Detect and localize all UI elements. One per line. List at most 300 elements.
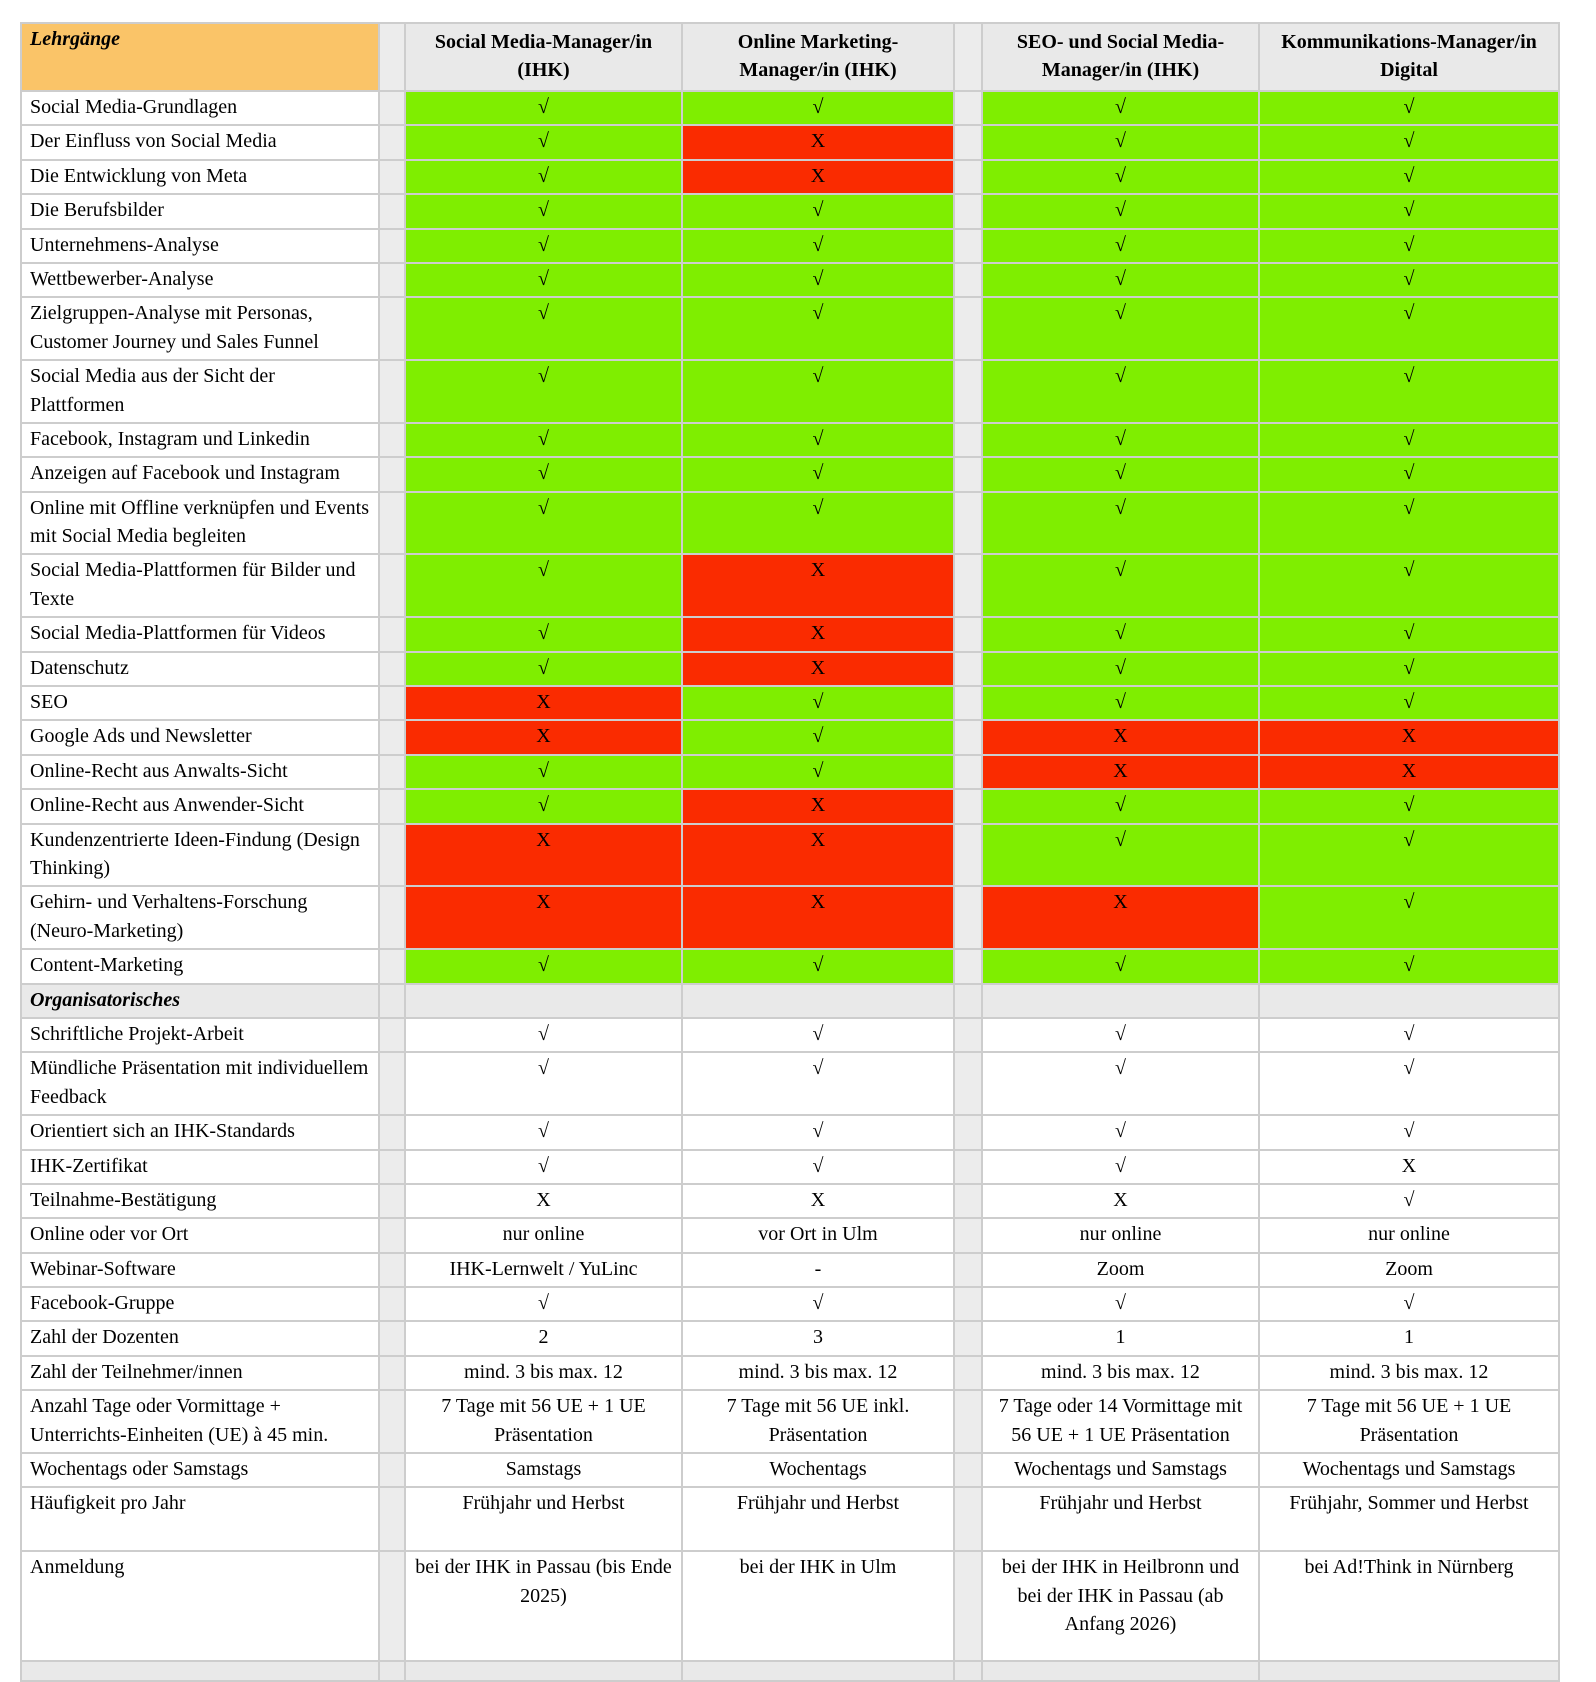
spacer-cell — [954, 1487, 982, 1551]
availability-no-cell: X — [682, 652, 954, 686]
spacer-cell — [954, 1052, 982, 1115]
spacer-cell — [379, 949, 405, 983]
topic-row — [21, 824, 1559, 887]
org-row — [21, 1453, 1559, 1487]
section-empty-cell — [682, 984, 954, 1018]
availability-yes-cell: √ — [405, 423, 682, 457]
availability-yes-cell: √ — [682, 423, 954, 457]
topic-label: Social Media-Plattformen für Videos — [21, 617, 379, 651]
org-row — [21, 1356, 1559, 1390]
spacer-cell — [379, 492, 405, 555]
org-value-cell: √ — [982, 1115, 1259, 1149]
topic-label: Online mit Offline verknüpfen und Events mit Social Media begleiten — [21, 492, 379, 555]
org-value-cell: - — [682, 1253, 954, 1287]
spacer-cell — [379, 457, 405, 491]
spacer-cell — [954, 1018, 982, 1052]
org-label: Online oder vor Ort — [21, 1218, 379, 1252]
spacer-cell — [379, 1052, 405, 1115]
topic-row — [21, 297, 1559, 360]
org-label: Häufigkeit pro Jahr — [21, 1487, 379, 1551]
org-value-cell: 7 Tage oder 14 Vormittage mit 56 UE + 1 UE Präsentation — [982, 1390, 1259, 1453]
org-value-cell: √ — [1259, 1115, 1559, 1149]
availability-yes-cell: √ — [1259, 91, 1559, 125]
topic-row — [21, 125, 1559, 159]
spacer-cell — [954, 125, 982, 159]
spacer-cell — [379, 1390, 405, 1453]
availability-yes-cell: √ — [982, 360, 1259, 423]
availability-yes-cell: √ — [1259, 686, 1559, 720]
availability-yes-cell: √ — [982, 91, 1259, 125]
course-header-cell-4: Kommunikations-Manager/in Digital — [1259, 23, 1559, 91]
org-row — [21, 1184, 1559, 1218]
spacer-cell — [379, 1356, 405, 1390]
availability-yes-cell: √ — [982, 652, 1259, 686]
availability-yes-cell: √ — [682, 492, 954, 555]
spacer-cell — [379, 1253, 405, 1287]
org-label: Anzahl Tage oder Vormittage + Unterrichts-Einheiten (UE) à 45 min. — [21, 1390, 379, 1453]
org-value-cell: Zoom — [1259, 1253, 1559, 1287]
availability-yes-cell: √ — [982, 554, 1259, 617]
org-label: Wochentags oder Samstags — [21, 1453, 379, 1487]
org-value-cell: Wochentags und Samstags — [1259, 1453, 1559, 1487]
spacer-cell — [954, 1453, 982, 1487]
spacer-cell — [954, 1115, 982, 1149]
org-value-cell: √ — [405, 1052, 682, 1115]
spacer-cell — [379, 423, 405, 457]
topic-row — [21, 554, 1559, 617]
availability-yes-cell: √ — [1259, 652, 1559, 686]
footer-empty-cell — [682, 1661, 954, 1681]
topic-row — [21, 160, 1559, 194]
topic-row — [21, 617, 1559, 651]
org-value-cell: nur online — [1259, 1218, 1559, 1252]
availability-yes-cell: √ — [405, 360, 682, 423]
spacer-cell — [954, 1287, 982, 1321]
availability-yes-cell: √ — [1259, 263, 1559, 297]
availability-yes-cell: √ — [682, 229, 954, 263]
availability-yes-cell: √ — [1259, 617, 1559, 651]
org-value-cell: 7 Tage mit 56 UE + 1 UE Präsentation — [405, 1390, 682, 1453]
spacer-cell — [379, 617, 405, 651]
course-header-cell-2: Online Marketing-Manager/in (IHK) — [682, 23, 954, 91]
spacer-cell — [954, 91, 982, 125]
availability-yes-cell: √ — [1259, 886, 1559, 949]
topic-row — [21, 360, 1559, 423]
spacer-cell — [954, 457, 982, 491]
section-label: Organisatorisches — [21, 984, 379, 1018]
footer-empty-cell — [21, 1661, 379, 1681]
availability-yes-cell: √ — [982, 423, 1259, 457]
org-body — [21, 1018, 1559, 1661]
org-value-cell: √ — [405, 1287, 682, 1321]
availability-yes-cell: √ — [1259, 423, 1559, 457]
org-value-cell: Zoom — [982, 1253, 1259, 1287]
availability-yes-cell: √ — [405, 91, 682, 125]
org-value-cell: √ — [682, 1052, 954, 1115]
section-row — [21, 984, 1559, 1018]
org-value-cell: √ — [982, 1287, 1259, 1321]
availability-yes-cell: √ — [982, 492, 1259, 555]
spacer-cell — [379, 554, 405, 617]
availability-yes-cell: √ — [405, 949, 682, 983]
availability-yes-cell: √ — [682, 720, 954, 754]
availability-no-cell: X — [405, 886, 682, 949]
spacer-cell — [379, 1661, 405, 1681]
availability-no-cell: X — [682, 789, 954, 823]
availability-yes-cell: √ — [682, 686, 954, 720]
header-spacer-cell — [954, 23, 982, 91]
availability-yes-cell: √ — [1259, 360, 1559, 423]
spacer-cell — [379, 91, 405, 125]
org-row — [21, 1253, 1559, 1287]
availability-yes-cell: √ — [1259, 949, 1559, 983]
topic-row — [21, 755, 1559, 789]
availability-yes-cell: √ — [982, 194, 1259, 228]
availability-yes-cell: √ — [1259, 297, 1559, 360]
org-value-cell: √ — [682, 1287, 954, 1321]
availability-yes-cell: √ — [405, 125, 682, 159]
org-value-cell: √ — [405, 1115, 682, 1149]
spacer-cell — [379, 194, 405, 228]
topic-label: Online-Recht aus Anwalts-Sicht — [21, 755, 379, 789]
org-value-cell: √ — [982, 1150, 1259, 1184]
org-value-cell: X — [682, 1184, 954, 1218]
spacer-cell — [379, 652, 405, 686]
org-value-cell: √ — [405, 1018, 682, 1052]
availability-yes-cell: √ — [682, 194, 954, 228]
spacer-cell — [379, 360, 405, 423]
org-value-cell: IHK-Lernwelt / YuLinc — [405, 1253, 682, 1287]
availability-yes-cell: √ — [982, 686, 1259, 720]
topic-row — [21, 91, 1559, 125]
topic-row — [21, 229, 1559, 263]
availability-yes-cell: √ — [1259, 229, 1559, 263]
topic-row — [21, 194, 1559, 228]
spacer-cell — [954, 1321, 982, 1355]
org-value-cell: √ — [982, 1052, 1259, 1115]
spacer-cell — [954, 720, 982, 754]
availability-yes-cell: √ — [1259, 457, 1559, 491]
spacer-cell — [379, 755, 405, 789]
org-value-cell: 1 — [982, 1321, 1259, 1355]
topic-label: Kundenzentrierte Ideen-Findung (Design Thinking) — [21, 824, 379, 887]
spacer-cell — [379, 263, 405, 297]
org-label: IHK-Zertifikat — [21, 1150, 379, 1184]
footer-empty-cell — [405, 1661, 682, 1681]
availability-yes-cell: √ — [1259, 789, 1559, 823]
org-value-cell: √ — [982, 1018, 1259, 1052]
spacer-cell — [379, 720, 405, 754]
spacer-cell — [379, 984, 405, 1018]
spacer-cell — [379, 1487, 405, 1551]
availability-yes-cell: √ — [405, 160, 682, 194]
availability-yes-cell: √ — [1259, 160, 1559, 194]
org-row — [21, 1052, 1559, 1115]
topic-label: Gehirn- und Verhaltens-Forschung (Neuro-Marketing) — [21, 886, 379, 949]
org-row — [21, 1218, 1559, 1252]
spacer-cell — [954, 984, 982, 1018]
availability-yes-cell: √ — [982, 824, 1259, 887]
availability-yes-cell: √ — [682, 755, 954, 789]
org-value-cell: X — [405, 1184, 682, 1218]
corner-header-cell: Lehrgänge — [21, 23, 379, 91]
spacer-cell — [954, 789, 982, 823]
spacer-cell — [379, 789, 405, 823]
topic-row — [21, 789, 1559, 823]
availability-yes-cell: √ — [982, 789, 1259, 823]
org-value-cell: Frühjahr und Herbst — [405, 1487, 682, 1551]
org-value-cell: 2 — [405, 1321, 682, 1355]
topic-label: Online-Recht aus Anwender-Sicht — [21, 789, 379, 823]
availability-no-cell: X — [682, 125, 954, 159]
topic-label: Social Media-Grundlagen — [21, 91, 379, 125]
spacer-cell — [954, 194, 982, 228]
org-value-cell: Wochentags — [682, 1453, 954, 1487]
availability-yes-cell: √ — [682, 297, 954, 360]
org-value-cell: bei der IHK in Heilbronn und bei der IHK in Passau (ab Anfang 2026) — [982, 1551, 1259, 1661]
org-row — [21, 1487, 1559, 1551]
spacer-cell — [379, 1018, 405, 1052]
footer-empty-cell — [1259, 1661, 1559, 1681]
spacer-cell — [379, 1150, 405, 1184]
spacer-cell — [954, 886, 982, 949]
spacer-cell — [954, 617, 982, 651]
spacer-cell — [954, 492, 982, 555]
section-empty-cell — [982, 984, 1259, 1018]
spacer-cell — [954, 360, 982, 423]
org-value-cell: Samstags — [405, 1453, 682, 1487]
org-value-cell: 7 Tage mit 56 UE inkl. Präsentation — [682, 1390, 954, 1453]
availability-no-cell: X — [682, 824, 954, 887]
spacer-cell — [379, 886, 405, 949]
org-label: Schriftliche Projekt-Arbeit — [21, 1018, 379, 1052]
org-label: Zahl der Teilnehmer/innen — [21, 1356, 379, 1390]
topic-label: Content-Marketing — [21, 949, 379, 983]
availability-yes-cell: √ — [982, 617, 1259, 651]
course-header-cell-3: SEO- und Social Media-Manager/in (IHK) — [982, 23, 1259, 91]
availability-yes-cell: √ — [405, 554, 682, 617]
availability-yes-cell: √ — [982, 949, 1259, 983]
spacer-cell — [954, 423, 982, 457]
availability-yes-cell: √ — [982, 125, 1259, 159]
spacer-cell — [954, 1253, 982, 1287]
availability-no-cell: X — [405, 824, 682, 887]
footer-empty-cell — [982, 1661, 1259, 1681]
spacer-cell — [954, 1661, 982, 1681]
availability-yes-cell: √ — [982, 457, 1259, 491]
availability-yes-cell: √ — [405, 457, 682, 491]
org-value-cell: mind. 3 bis max. 12 — [982, 1356, 1259, 1390]
spacer-cell — [379, 686, 405, 720]
topic-label: Zielgruppen-Analyse mit Personas, Customer Journey und Sales Funnel — [21, 297, 379, 360]
org-value-cell: √ — [682, 1150, 954, 1184]
spacer-cell — [379, 1321, 405, 1355]
spacer-cell — [954, 229, 982, 263]
availability-yes-cell: √ — [405, 652, 682, 686]
org-value-cell: √ — [1259, 1287, 1559, 1321]
spacer-cell — [954, 554, 982, 617]
org-value-cell: √ — [1259, 1184, 1559, 1218]
spacer-cell — [954, 949, 982, 983]
spacer-cell — [954, 755, 982, 789]
org-value-cell: mind. 3 bis max. 12 — [682, 1356, 954, 1390]
section-empty-cell — [1259, 984, 1559, 1018]
courses-comparison-table — [20, 22, 1560, 1682]
topic-row — [21, 457, 1559, 491]
spacer-cell — [954, 686, 982, 720]
org-label: Teilnahme-Bestätigung — [21, 1184, 379, 1218]
availability-yes-cell: √ — [1259, 125, 1559, 159]
topic-label: Social Media aus der Sicht der Plattformen — [21, 360, 379, 423]
topic-label: Die Entwicklung von Meta — [21, 160, 379, 194]
topic-row — [21, 949, 1559, 983]
org-row — [21, 1115, 1559, 1149]
topic-row — [21, 720, 1559, 754]
spacer-cell — [379, 1453, 405, 1487]
spacer-cell — [954, 1356, 982, 1390]
spacer-cell — [379, 1287, 405, 1321]
availability-yes-cell: √ — [405, 229, 682, 263]
empty-footer-row — [21, 1661, 1559, 1681]
org-value-cell: 3 — [682, 1321, 954, 1355]
org-value-cell: 1 — [1259, 1321, 1559, 1355]
topic-label: Datenschutz — [21, 652, 379, 686]
org-value-cell: bei der IHK in Ulm — [682, 1551, 954, 1661]
org-label: Anmeldung — [21, 1551, 379, 1661]
availability-yes-cell: √ — [405, 297, 682, 360]
availability-yes-cell: √ — [405, 755, 682, 789]
org-value-cell: X — [982, 1184, 1259, 1218]
spacer-cell — [954, 297, 982, 360]
org-value-cell: Frühjahr, Sommer und Herbst — [1259, 1487, 1559, 1551]
spacer-cell — [954, 652, 982, 686]
org-value-cell: √ — [682, 1018, 954, 1052]
topics-body — [21, 91, 1559, 984]
org-value-cell: √ — [682, 1115, 954, 1149]
availability-no-cell: X — [982, 720, 1259, 754]
org-label: Orientiert sich an IHK-Standards — [21, 1115, 379, 1149]
topic-label: SEO — [21, 686, 379, 720]
org-row — [21, 1551, 1559, 1661]
availability-no-cell: X — [982, 755, 1259, 789]
header-row — [21, 23, 1559, 91]
availability-no-cell: X — [682, 160, 954, 194]
org-value-cell: Frühjahr und Herbst — [682, 1487, 954, 1551]
availability-no-cell: X — [1259, 755, 1559, 789]
availability-yes-cell: √ — [1259, 492, 1559, 555]
availability-no-cell: X — [682, 617, 954, 651]
availability-yes-cell: √ — [405, 194, 682, 228]
org-value-cell: √ — [1259, 1052, 1559, 1115]
section-body — [21, 984, 1559, 1018]
availability-yes-cell: √ — [982, 263, 1259, 297]
topic-label: Wettbewerber-Analyse — [21, 263, 379, 297]
topic-label: Unternehmens-Analyse — [21, 229, 379, 263]
availability-yes-cell: √ — [1259, 824, 1559, 887]
org-value-cell: √ — [1259, 1018, 1559, 1052]
topic-row — [21, 686, 1559, 720]
org-value-cell: nur online — [982, 1218, 1259, 1252]
topic-label: Google Ads und Newsletter — [21, 720, 379, 754]
org-row — [21, 1150, 1559, 1184]
topic-row — [21, 652, 1559, 686]
spacer-cell — [379, 229, 405, 263]
course-header-cell-1: Social Media-Manager/in (IHK) — [405, 23, 682, 91]
availability-yes-cell: √ — [405, 492, 682, 555]
spacer-cell — [379, 1115, 405, 1149]
topic-row — [21, 423, 1559, 457]
availability-yes-cell: √ — [982, 297, 1259, 360]
spacer-cell — [954, 160, 982, 194]
availability-yes-cell: √ — [682, 91, 954, 125]
org-value-cell: Wochentags und Samstags — [982, 1453, 1259, 1487]
spacer-cell — [954, 1184, 982, 1218]
spacer-cell — [379, 824, 405, 887]
topic-label: Anzeigen auf Facebook und Instagram — [21, 457, 379, 491]
org-value-cell: 7 Tage mit 56 UE + 1 UE Präsentation — [1259, 1390, 1559, 1453]
org-row — [21, 1390, 1559, 1453]
spacer-cell — [954, 1390, 982, 1453]
availability-yes-cell: √ — [682, 457, 954, 491]
availability-no-cell: X — [405, 686, 682, 720]
availability-yes-cell: √ — [982, 160, 1259, 194]
topic-row — [21, 492, 1559, 555]
org-label: Zahl der Dozenten — [21, 1321, 379, 1355]
org-value-cell: nur online — [405, 1218, 682, 1252]
org-value-cell: vor Ort in Ulm — [682, 1218, 954, 1252]
spacer-cell — [379, 297, 405, 360]
org-value-cell: mind. 3 bis max. 12 — [405, 1356, 682, 1390]
topic-label: Facebook, Instagram und Linkedin — [21, 423, 379, 457]
org-value-cell: X — [1259, 1150, 1559, 1184]
topic-row — [21, 263, 1559, 297]
availability-yes-cell: √ — [405, 789, 682, 823]
availability-yes-cell: √ — [682, 949, 954, 983]
spacer-cell — [954, 1218, 982, 1252]
availability-no-cell: X — [1259, 720, 1559, 754]
availability-no-cell: X — [682, 554, 954, 617]
org-label: Mündliche Präsentation mit individuellem Feedback — [21, 1052, 379, 1115]
org-label: Facebook-Gruppe — [21, 1287, 379, 1321]
spacer-cell — [379, 1551, 405, 1661]
availability-no-cell: X — [982, 886, 1259, 949]
topic-label: Social Media-Plattformen für Bilder und Texte — [21, 554, 379, 617]
spacer-cell — [379, 1184, 405, 1218]
spacer-cell — [379, 1218, 405, 1252]
org-row — [21, 1321, 1559, 1355]
topic-label: Der Einfluss von Social Media — [21, 125, 379, 159]
spacer-cell — [954, 1150, 982, 1184]
org-value-cell: bei Ad!Think in Nürnberg — [1259, 1551, 1559, 1661]
availability-yes-cell: √ — [1259, 194, 1559, 228]
availability-yes-cell: √ — [1259, 554, 1559, 617]
availability-no-cell: X — [682, 886, 954, 949]
availability-yes-cell: √ — [682, 263, 954, 297]
spacer-cell — [379, 160, 405, 194]
header-spacer-cell — [379, 23, 405, 91]
availability-yes-cell: √ — [982, 229, 1259, 263]
org-row — [21, 1287, 1559, 1321]
org-value-cell: bei der IHK in Passau (bis Ende 2025) — [405, 1551, 682, 1661]
availability-yes-cell: √ — [405, 617, 682, 651]
spacer-cell — [379, 125, 405, 159]
spacer-cell — [954, 824, 982, 887]
topic-row — [21, 886, 1559, 949]
section-empty-cell — [405, 984, 682, 1018]
org-row — [21, 1018, 1559, 1052]
availability-yes-cell: √ — [682, 360, 954, 423]
spacer-cell — [954, 263, 982, 297]
